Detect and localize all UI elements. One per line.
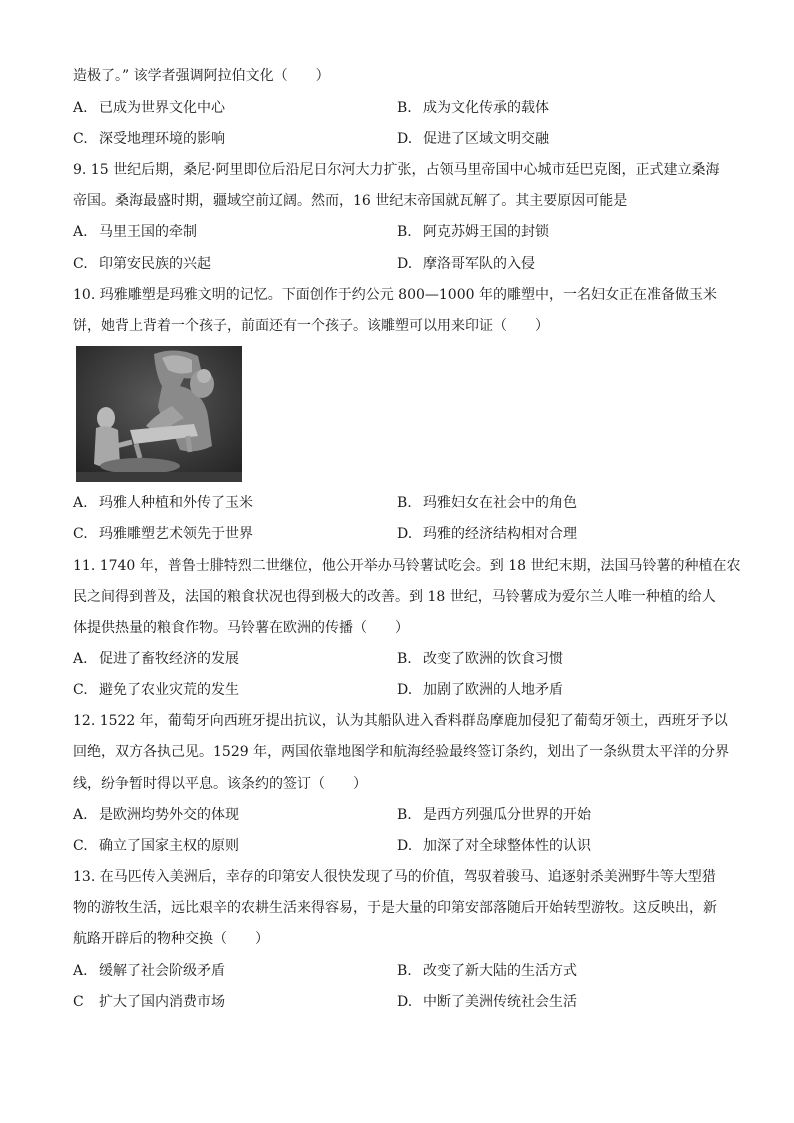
q13-option-b[interactable]: B. 改变了新大陆的生活方式: [397, 963, 577, 979]
q11-option-b[interactable]: B. 改变了欧洲的饮食习惯: [397, 651, 563, 667]
q12-option-c[interactable]: C. 确立了国家主权的原则: [73, 838, 239, 854]
q9-option-a[interactable]: A. 马里王国的牵制: [73, 224, 197, 240]
q9-option-c[interactable]: C. 印第安民族的兴起: [73, 256, 211, 272]
q13-option-c[interactable]: C 扩大了国内消费市场: [73, 994, 225, 1010]
q13-stem-line-2: 物的游牧生活，远比艰辛的农耕生活来得容易，于是大量的印第安部落随后开始转型游牧。这反映出，新: [73, 900, 717, 916]
q9-stem-line-2: 帝国。桑海最盛时期，疆域空前辽阔。然而，16 世纪末帝国就瓦解了。其主要原因可能是: [73, 193, 628, 209]
q12-stem-line-1: 12. 1522 年，葡萄牙向西班牙提出抗议，认为其船队进入香料群岛摩鹿加侵犯了葡萄牙领土，西班牙予以: [73, 713, 728, 729]
q10-option-b[interactable]: B. 玛雅妇女在社会中的角色: [397, 495, 577, 511]
q8-option-d[interactable]: D. 促进了区域文明交融: [397, 131, 549, 147]
q11-option-d[interactable]: D. 加剧了欧洲的人地矛盾: [397, 682, 563, 698]
q12-option-d[interactable]: D. 加深了对全球整体性的认识: [397, 838, 591, 854]
q13-option-a[interactable]: A. 缓解了社会阶级矛盾: [73, 963, 225, 979]
q10-stem-line-1: 10. 玛雅雕塑是玛雅文明的记忆。下面创作于约公元 800—1000 年的雕塑中，一名妇女正在准备做玉米: [73, 287, 717, 303]
q10-option-a[interactable]: A. 玛雅人种植和外传了玉米: [73, 495, 253, 511]
q8-option-c[interactable]: C. 深受地理环境的影响: [73, 131, 225, 147]
q13-option-d[interactable]: D. 中断了美洲传统社会生活: [397, 994, 577, 1010]
q9-stem-line-1: 9. 15 世纪后期，桑尼·阿里即位后沿尼日尔河大力扩张，占领马里帝国中心城市廷巴克图，正式建立桑海: [73, 162, 720, 178]
q10-option-d[interactable]: D. 玛雅的经济结构相对合理: [397, 526, 577, 542]
q11-stem-line-3: 体提供热量的粮食作物。马铃薯在欧洲的传播（ ）: [73, 620, 409, 636]
q13-stem-line-3: 航路开辟后的物种交换（ ）: [73, 931, 269, 947]
q12-stem-line-3: 线，纷争暂时得以平息。该条约的签订（ ）: [73, 776, 367, 792]
q12-stem-line-2: 回绝，双方各执己见。1529 年，两国依靠地图学和航海经验最终签订条约，划出了一条纵贯太平洋的分界: [73, 744, 730, 760]
maya-sculpture-illustration: [76, 346, 242, 482]
q9-option-d[interactable]: D. 摩洛哥军队的入侵: [397, 256, 535, 272]
maya-sculpture-photo: [76, 346, 242, 482]
q8-stem: 造极了。” 该学者强调阿拉伯文化（ ）: [73, 68, 330, 84]
q13-stem-line-1: 13. 在马匹传入美洲后，幸存的印第安人很快发现了马的价值，驾驭着骏马、追逐射杀美洲野牛等大型猎: [73, 869, 716, 885]
q10-stem-line-2: 饼，她背上背着一个孩子，前面还有一个孩子。该雕塑可以用来印证（ ）: [73, 318, 549, 334]
q11-stem-line-1: 11. 1740 年，普鲁士腓特烈二世继位，他公开举办马铃薯试吃会。到 18 世纪末期，法国马铃薯的种植在农: [73, 558, 741, 574]
q10-option-c[interactable]: C. 玛雅雕塑艺术领先于世界: [73, 526, 253, 542]
q11-option-c[interactable]: C. 避免了农业灾荒的发生: [73, 682, 239, 698]
q12-option-b[interactable]: B. 是西方列强瓜分世界的开始: [397, 807, 591, 823]
q8-option-a[interactable]: A. 已成为世界文化中心: [73, 100, 225, 116]
q11-stem-line-2: 民之间得到普及，法国的粮食状况也得到极大的改善。到 18 世纪，马铃薯成为爱尔兰人唯一种植的给人: [73, 589, 716, 605]
q11-option-a[interactable]: A. 促进了畜牧经济的发展: [73, 651, 239, 667]
q12-option-a[interactable]: A. 是欧洲均势外交的体现: [73, 807, 239, 823]
q8-option-b[interactable]: B. 成为文化传承的载体: [397, 100, 549, 116]
q9-option-b[interactable]: B. 阿克苏姆王国的封锁: [397, 224, 549, 240]
